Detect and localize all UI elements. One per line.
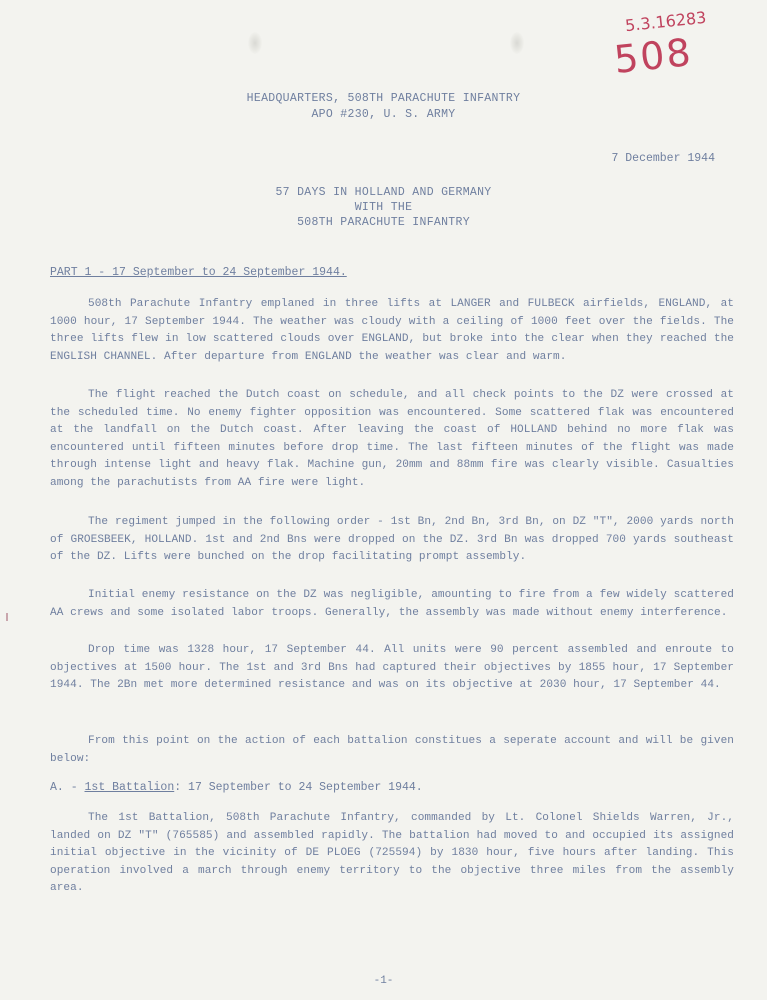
part-1-heading: PART 1 - 17 September to 24 September 1944.: [50, 266, 347, 279]
paragraph-resistance: Initial enemy resistance on the DZ was negligible, amounting to fire from a few widely scattered AA crews and some isolated labor troops. Generally, the assembly was made without enemy interference.: [50, 589, 734, 619]
subheading-1st-battalion: [50, 781, 423, 794]
subheading-battalion-name: 1st Battalion: [84, 781, 175, 794]
header-line-1: HEADQUARTERS, 508TH PARACHUTE INFANTRY: [246, 92, 521, 105]
paragraph-drop-time: Drop time was 1328 hour, 17 September 44. All units were 90 percent assembled and enroute to objectives at 1500 hour. The 1st and 3rd Bns had captured their objectives by 1855 hour, 17 September 1944. The 2Bn met more determined resistance and was on its objective at 2030 hour, 17 September 44.: [50, 644, 734, 691]
subheading-prefix: A. -: [50, 781, 85, 794]
title-line-2: WITH THE: [354, 201, 413, 214]
page-number: -1-: [373, 975, 394, 987]
document-date: 7 December 1944: [611, 152, 715, 165]
punch-hole-right: [510, 32, 524, 54]
margin-mark: [6, 613, 8, 621]
subheading-dates: : 17 September to 24 September 1944.: [174, 781, 423, 794]
handwritten-unit-number: 508: [611, 30, 695, 82]
paragraph-jump-order: The regiment jumped in the following order - 1st Bn, 2nd Bn, 3rd Bn, on DZ "T", 2000 yards north of GROESBEEK, HOLLAND. 1st and 2nd Bns were dropped on the DZ. 3rd Bn was dropped 700 yards southeast of the DZ. Lifts were bunched on the drop facilitating prompt assembly.: [50, 516, 734, 563]
title-line-3: 508TH PARACHUTE INFANTRY: [297, 216, 470, 229]
punch-hole-left: [248, 32, 262, 54]
paragraph-flight: The flight reached the Dutch coast on schedule, and all check points to the DZ were crossed at the scheduled time. No enemy fighter opposition was encountered. Some scattered flak was encountered at the landfall on the Dutch coast. After leaving the coast of HOLLAND behind no more flak was encountered until fifteen minutes before drop time. The last fifteen minutes of the flight was made through intense light and heavy flak. Machine gun, 20mm and 88mm fire was clearly visible. Casualties among the parachutists from AA fire were light.: [50, 389, 734, 489]
header-line-2: APO #230, U. S. ARMY: [311, 108, 456, 121]
title-line-1: 57 DAYS IN HOLLAND AND GERMANY: [275, 186, 492, 199]
archive-reference-number: 5.3.16283: [624, 7, 708, 36]
paragraph-battalion-accounts: From this point on the action of each battalion constitues a seperate account and will be given below:: [50, 735, 734, 765]
paragraph-1st-battalion: The 1st Battalion, 508th Parachute Infantry, commanded by Lt. Colonel Shields Warren, Jr., landed on DZ "T" (765585) and assembled rapidly. The battalion had moved to and occupied its assigned initial objective in the vicinity of DE PLOEG (725594) by 1830 hour, five hours after landing. This operation involved a march through enemy territory to the objective three miles from the assembly area.: [50, 812, 734, 894]
paragraph-emplaning: 508th Parachute Infantry emplaned in three lifts at LANGER and FULBECK airfields, ENGLAND, at 1000 hour, 17 September 1944. The weather was cloudy with a ceiling of 1000 feet over the fields. The three lifts flew in low scattered clouds over ENGLAND, but broke into the clear when they reached the ENGLISH CHANNEL. After departure from ENGLAND the weather was clear and warm.: [50, 298, 734, 363]
